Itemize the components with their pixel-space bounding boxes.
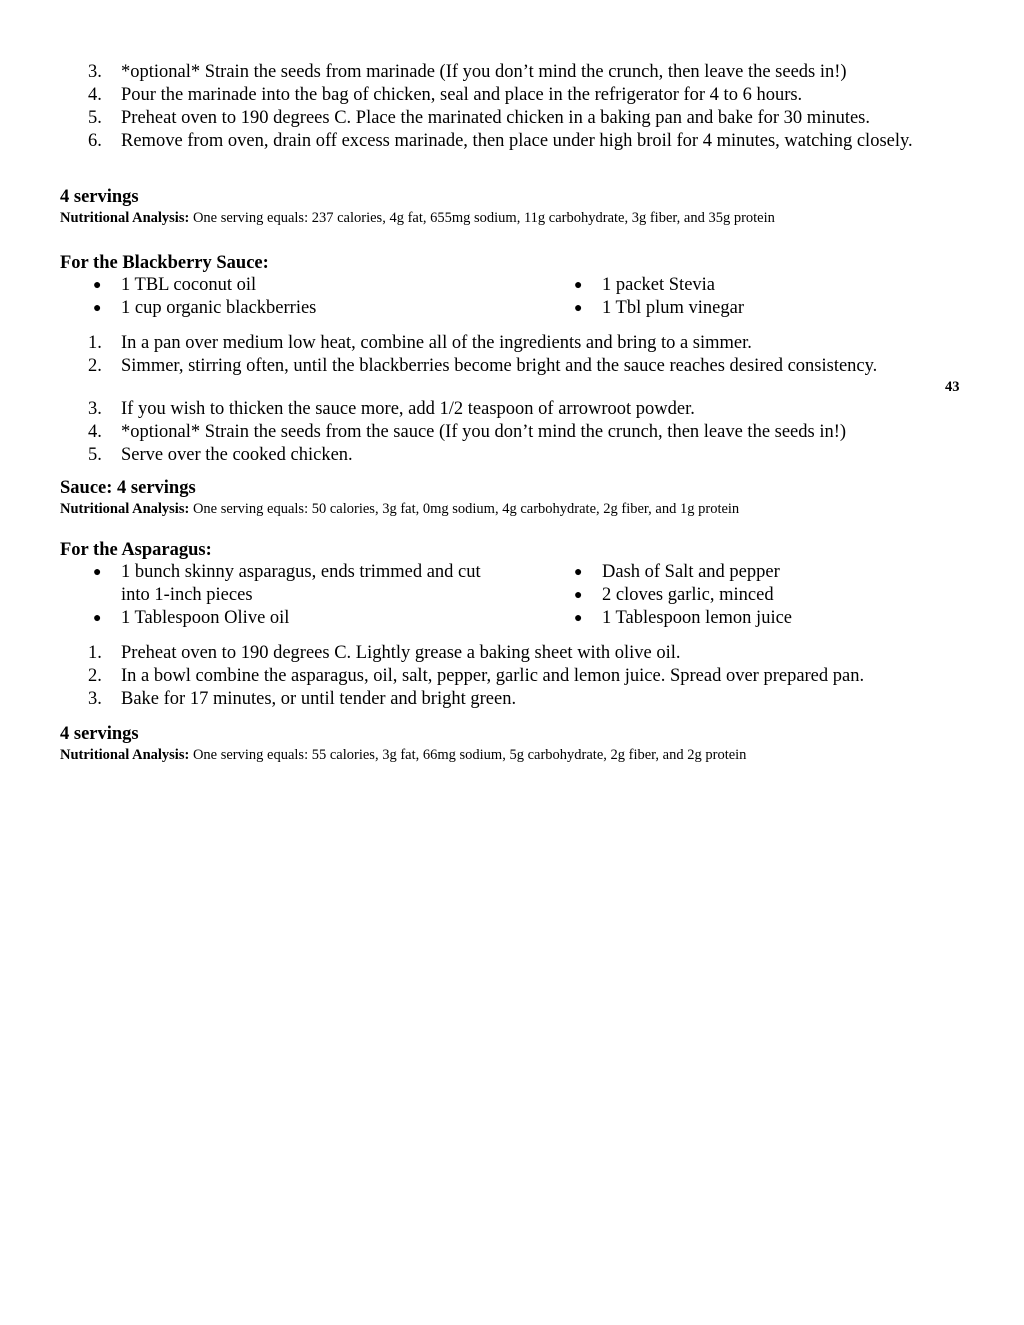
chicken-steps-list (0, 61, 1000, 176)
sauce-step (0, 355, 1000, 378)
page-number: 43 (945, 379, 960, 395)
chicken-servings: 4 servings (60, 187, 139, 207)
ingredient-text: 1 cup organic blackberries (121, 298, 317, 318)
step-text: Preheat oven to 190 degrees C. Lightly grease a baking sheet with olive oil. (121, 643, 681, 663)
asparagus-servings: 4 servings (60, 724, 139, 744)
chicken-nutrition (60, 209, 775, 227)
step-number: 4. (88, 85, 102, 105)
sauce-step (0, 332, 1000, 355)
chicken-step (0, 130, 1000, 176)
blackberry-steps-list (0, 332, 1000, 378)
step-text: Bake for 17 minutes, or until tender and bright green. (121, 689, 517, 709)
blackberry-sauce-heading: For the Blackberry Sauce: (60, 253, 269, 273)
step-number: 2. (88, 356, 102, 376)
asparagus-step (0, 688, 1000, 711)
step-text: Preheat oven to 190 degrees C. Place the marinated chicken in a baking pan and bake for 30 minutes. (121, 108, 871, 128)
bullet-icon: ● (574, 611, 583, 626)
step-text: If you wish to thicken the sauce more, add 1/2 teaspoon of arrowroot powder. (121, 399, 695, 419)
ingredient-text: 1 TBL coconut oil (121, 275, 257, 295)
ingredient-text: Dash of Salt and pepper (602, 562, 780, 582)
step-number: 5. (88, 108, 102, 128)
bullet-icon: ● (93, 611, 102, 626)
step-text: Remove from oven, drain off excess marinade, then place under high broil for 4 minutes, watching closely. (121, 131, 913, 151)
nutrition-text: One serving equals: 50 calories, 3g fat, 0mg sodium, 4g carbohydrate, 2g fiber, and 1g protein (192, 501, 740, 517)
bullet-icon: ● (93, 301, 102, 316)
ingredient-text: 1 Tbl plum vinegar (602, 298, 744, 318)
step-text: In a pan over medium low heat, combine all of the ingredients and bring to a simmer. (121, 333, 752, 353)
blackberry-steps-list-continued (0, 398, 1000, 467)
sauce-step (0, 444, 1000, 467)
ingredient-item (574, 607, 982, 630)
bullet-icon: ● (574, 278, 583, 293)
ingredient-item (574, 274, 982, 297)
chicken-step (0, 61, 1000, 84)
step-text: *optional* Strain the seeds from marinade (If you don’t mind the crunch, then leave the seeds in!) (121, 62, 847, 82)
asparagus-heading: For the Asparagus: (60, 540, 212, 560)
step-text: In a bowl combine the asparagus, oil, salt, pepper, garlic and lemon juice. Spread over prepared pan. (121, 666, 865, 686)
ingredient-item (574, 561, 982, 584)
ingredient-text: 1 bunch skinny asparagus, ends trimmed and cut into 1-inch pieces (121, 562, 481, 605)
step-text: *optional* Strain the seeds from the sauce (If you don’t mind the crunch, then leave the seeds in!) (121, 422, 847, 442)
asparagus-step (0, 665, 1000, 688)
ingredient-text: 1 Tablespoon Olive oil (121, 608, 290, 628)
step-number: 4. (88, 422, 102, 442)
bullet-icon: ● (93, 565, 102, 580)
ingredient-text: 1 packet Stevia (602, 275, 716, 295)
sauce-step (0, 421, 1000, 444)
sauce-servings: Sauce: 4 servings (60, 478, 196, 498)
step-number: 6. (88, 131, 102, 151)
step-number: 1. (88, 333, 102, 353)
ingredient-text: 2 cloves garlic, minced (602, 585, 774, 605)
nutrition-label: Nutritional Analysis: (60, 747, 190, 763)
sauce-nutrition (60, 500, 739, 518)
step-number: 5. (88, 445, 102, 465)
ingredient-text: 1 Tablespoon lemon juice (602, 608, 793, 628)
bullet-icon: ● (574, 588, 583, 603)
step-number: 1. (88, 643, 102, 663)
step-number: 2. (88, 666, 102, 686)
bullet-icon: ● (574, 301, 583, 316)
step-number: 3. (88, 399, 102, 419)
nutrition-label: Nutritional Analysis: (60, 210, 190, 226)
nutrition-label: Nutritional Analysis: (60, 501, 190, 517)
ingredient-item (574, 297, 982, 320)
step-number: 3. (88, 689, 102, 709)
sauce-step (0, 398, 1000, 421)
nutrition-text: One serving equals: 237 calories, 4g fat, 655mg sodium, 11g carbohydrate, 3g fiber, and 35g protein (192, 210, 775, 226)
ingredient-item (93, 274, 501, 297)
bullet-icon: ● (93, 278, 102, 293)
ingredient-item (574, 584, 982, 607)
step-text: Simmer, stirring often, until the blackberries become bright and the sauce reaches desired consistency. (121, 356, 878, 376)
asparagus-steps-list (0, 642, 1000, 711)
asparagus-step (0, 642, 1000, 665)
ingredient-item (93, 297, 501, 320)
nutrition-text: One serving equals: 55 calories, 3g fat, 66mg sodium, 5g carbohydrate, 2g fiber, and 2g protein (192, 747, 747, 763)
bullet-icon: ● (574, 565, 583, 580)
step-number: 3. (88, 62, 102, 82)
chicken-step (0, 107, 1000, 130)
step-text: Serve over the cooked chicken. (121, 445, 353, 465)
step-text: Pour the marinade into the bag of chicken, seal and place in the refrigerator for 4 to 6 hours. (121, 85, 803, 105)
ingredient-item (93, 607, 501, 630)
ingredient-item (93, 561, 496, 607)
chicken-step (0, 84, 1000, 107)
asparagus-nutrition (60, 746, 746, 764)
